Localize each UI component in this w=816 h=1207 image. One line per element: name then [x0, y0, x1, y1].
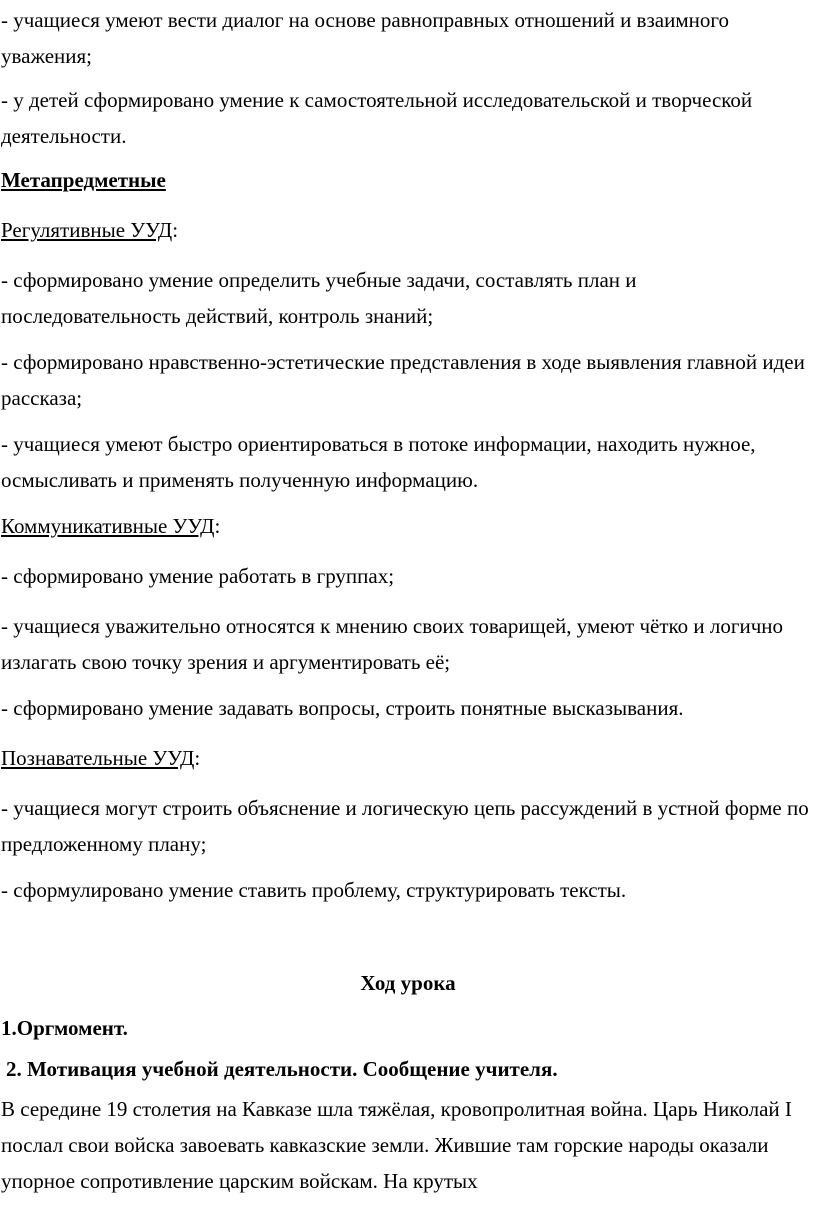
lesson-paragraph: В середине 19 столетия на Кавказе шла тяжёлая, кровопролитная война. Царь Николай I послал свои войска завоевать кавказские земли. Жившие там горские народы оказали упорное сопротивление царским войскам. На крутых [1, 1097, 792, 1193]
communicative-heading [1, 508, 815, 544]
regulative-title: Регулятивные УУД [1, 218, 173, 242]
regulative-item-3: - учащиеся умеют быстро ориентироваться в потоке информации, находить нужное, осмысливать и применять полученную информацию. [1, 432, 756, 492]
meta-heading [1, 162, 815, 198]
cognitive-item-2: - сформулировано умение ставить проблему, структурировать тексты. [1, 878, 627, 902]
lesson-step-2: 2. Мотивация учебной деятельности. Сообщение учителя. [6, 1057, 558, 1081]
intro-item-2: - у детей сформировано умение к самостоятельной исследовательской и творческой деятельности. [1, 88, 753, 148]
communicative-item-3: - сформировано умение задавать вопросы, строить понятные высказывания. [1, 696, 684, 720]
communicative-title: Коммуникативные УУД [1, 514, 215, 538]
cognitive-title: Познавательные УУД [1, 746, 195, 770]
regulative-heading [1, 212, 815, 248]
cognitive-item-1: - учащиеся могут строить объяснение и логическую цепь рассуждений в устной форме по предложенному плану; [1, 796, 809, 856]
cognitive-heading [1, 740, 815, 776]
lesson-step-1: 1.Оргмомент. [1, 1016, 128, 1040]
lesson-title: Ход урока [360, 971, 456, 995]
regulative-item-1: - сформировано умение определить учебные задачи, составлять план и последовательность действий, контроль знаний; [1, 268, 637, 328]
cognitive-colon: : [194, 746, 201, 770]
communicative-item-1: - сформировано умение работать в группах; [1, 564, 395, 588]
meta-heading-text: Метапредметные [1, 168, 166, 192]
intro-item-1: - учащиеся умеют вести диалог на основе равноправных отношений и взаимного уважения; [1, 8, 729, 68]
regulative-item-2: - сформировано нравственно-эстетические представления в ходе выявления главной идеи рассказа; [1, 350, 805, 410]
communicative-colon: : [214, 514, 221, 538]
regulative-colon: : [172, 218, 179, 242]
communicative-item-2: - учащиеся уважительно относятся к мнению своих товарищей, умеют чётко и логично излагать свою точку зрения и аргументировать её; [1, 614, 784, 674]
